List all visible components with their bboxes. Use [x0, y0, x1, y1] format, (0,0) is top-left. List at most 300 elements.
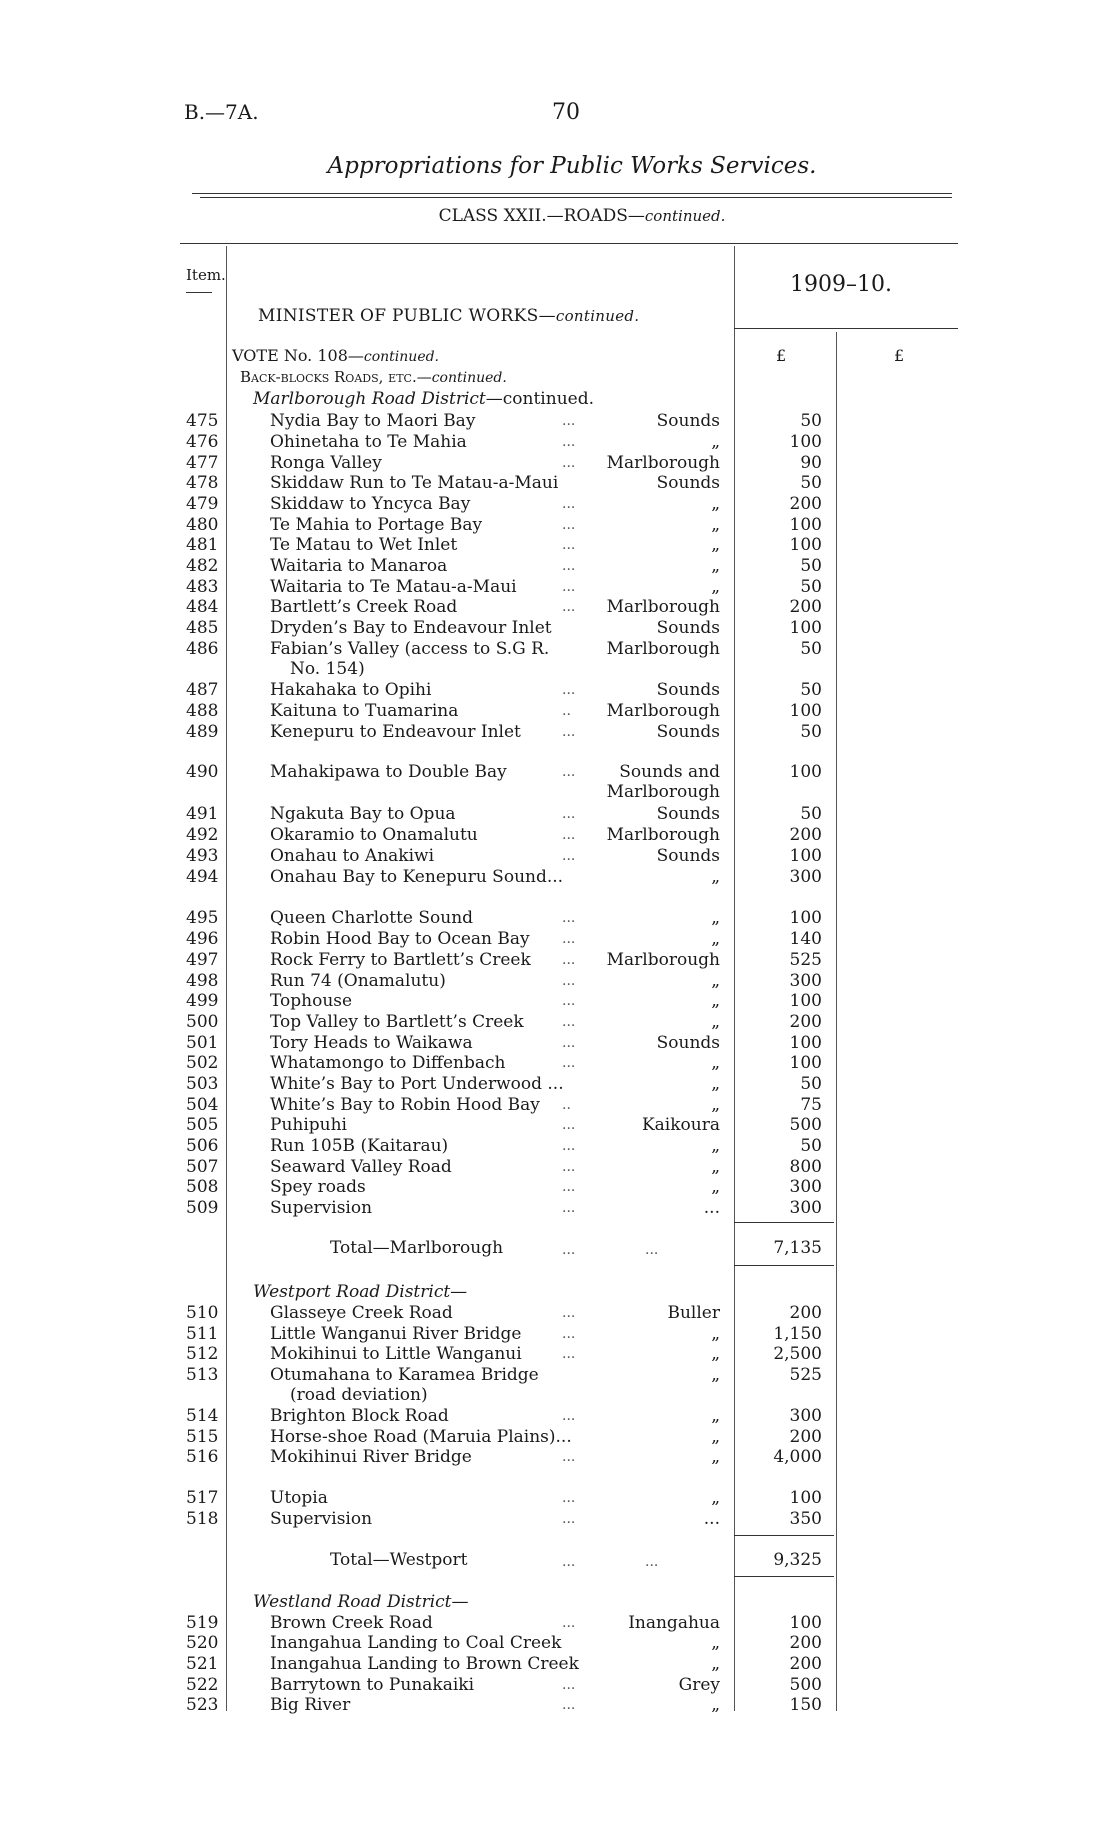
county-district: „	[711, 908, 720, 928]
road-description: Supervision	[270, 1509, 373, 1529]
marlborough-heading	[253, 389, 594, 409]
county-district: „	[711, 1344, 720, 1364]
item-number: 494	[186, 867, 219, 887]
item-number: 492	[186, 825, 219, 845]
road-description: Run 105B (Kaitarau)	[270, 1136, 449, 1156]
county-district: „	[711, 1654, 720, 1674]
amount: 100	[789, 908, 822, 928]
road-description: Bartlett’s Creek Road	[270, 597, 458, 617]
marlborough-total-rule-top	[734, 1222, 834, 1223]
item-number: 507	[186, 1157, 219, 1177]
county-district: Sounds	[656, 411, 720, 431]
amount: 525	[789, 950, 822, 970]
marlborough-row	[0, 432, 1114, 452]
item-number: 519	[186, 1613, 219, 1633]
road-description: Skiddaw Run to Te Matau-a-Maui	[270, 473, 559, 493]
county-district: „	[711, 1136, 720, 1156]
amount: 300	[789, 1406, 822, 1426]
leader-dots: ...	[562, 1449, 576, 1465]
marlborough-row	[0, 411, 1114, 431]
county-district: „	[711, 1324, 720, 1344]
minister-heading	[258, 306, 639, 326]
item-number: 483	[186, 577, 219, 597]
amount: 75	[800, 1095, 822, 1115]
backblocks-heading-suffix: continued.	[431, 370, 507, 386]
marlborough-row	[0, 846, 1114, 866]
westport-row	[0, 1303, 1114, 1323]
item-number: 498	[186, 971, 219, 991]
county-district: „	[711, 1695, 720, 1715]
amount: 100	[789, 1613, 822, 1633]
leader-dots: ...	[562, 599, 576, 615]
item-number: 486	[186, 639, 219, 659]
leader-dots: ...	[562, 1490, 576, 1506]
item-number: 506	[186, 1136, 219, 1156]
county-district: „	[711, 494, 720, 514]
county-district: „	[711, 1157, 720, 1177]
westland-row	[0, 1695, 1114, 1715]
amount: 50	[800, 639, 822, 659]
road-description: Queen Charlotte Sound	[270, 908, 474, 928]
marlborough-row	[0, 1157, 1114, 1177]
marlborough-row	[0, 1074, 1114, 1094]
westland-row	[0, 1675, 1114, 1695]
amount: 100	[789, 1488, 822, 1508]
item-number: 517	[186, 1488, 219, 1508]
amount: 200	[789, 1633, 822, 1653]
westport-row	[0, 1427, 1114, 1447]
road-description: White’s Bay to Robin Hood Bay	[270, 1095, 540, 1115]
item-number: 511	[186, 1324, 219, 1344]
westland-heading-text: Westland Road District—	[253, 1592, 469, 1612]
leader-dots: ...	[562, 910, 576, 926]
road-description: Inangahua Landing to Coal Creek	[270, 1633, 562, 1653]
item-number: 496	[186, 929, 219, 949]
county-district: Marlborough	[606, 597, 720, 617]
road-description: Ngakuta Bay to Opua	[270, 804, 456, 824]
item-number: 487	[186, 680, 219, 700]
road-description: Ronga Valley	[270, 453, 382, 473]
amount: 350	[789, 1509, 822, 1529]
road-description: Tophouse	[270, 991, 353, 1011]
amount: 100	[789, 846, 822, 866]
amount: 100	[789, 991, 822, 1011]
amount: 200	[789, 1012, 822, 1032]
county-district: Sounds	[656, 618, 720, 638]
table-top-rule	[180, 243, 958, 244]
leader-dots: ..	[562, 703, 571, 719]
road-description: White’s Bay to Port Underwood ...	[270, 1074, 564, 1094]
item-number: 490	[186, 762, 219, 782]
leader-dots: ...	[562, 537, 576, 553]
road-description: Top Valley to Bartlett’s Creek	[270, 1012, 524, 1032]
item-number: 523	[186, 1695, 219, 1715]
amount: 50	[800, 473, 822, 493]
year-rule	[734, 328, 958, 329]
westland-row	[0, 1654, 1114, 1674]
westport-row	[0, 1509, 1114, 1529]
title-rule-2	[200, 197, 952, 198]
road-description: Mahakipawa to Double Bay	[270, 762, 507, 782]
leader-dots: ...	[562, 413, 576, 429]
marlborough-row	[0, 1095, 1114, 1115]
westland-heading	[253, 1592, 469, 1612]
road-description: Supervision	[270, 1198, 373, 1218]
item-number: 476	[186, 432, 219, 452]
item-number: 475	[186, 411, 219, 431]
road-description: Robin Hood Bay to Ocean Bay	[270, 929, 530, 949]
item-number: 509	[186, 1198, 219, 1218]
road-description: Otumahana to Karamea Bridge	[270, 1365, 539, 1385]
marlborough-row	[0, 825, 1114, 845]
amount: 50	[800, 411, 822, 431]
class-heading-suffix: continued.	[644, 207, 726, 225]
item-number: 515	[186, 1427, 219, 1447]
westport-row	[0, 1365, 1114, 1385]
county-district: „	[711, 1365, 720, 1385]
marlborough-row	[0, 950, 1114, 970]
amount: 50	[800, 577, 822, 597]
county-district: Buller	[667, 1303, 720, 1323]
page-number: 70	[552, 100, 580, 125]
item-number: 484	[186, 597, 219, 617]
county-district: ...	[703, 1509, 720, 1529]
report-reference: B.—7A.	[184, 100, 259, 124]
item-number: 477	[186, 453, 219, 473]
vote-heading-suffix: continued.	[363, 349, 440, 365]
marlborough-row	[0, 1136, 1114, 1156]
road-description: Little Wanganui River Bridge	[270, 1324, 522, 1344]
leader-dots: ...	[562, 1305, 576, 1321]
westport-row	[0, 1447, 1114, 1467]
road-description: Puhipuhi	[270, 1115, 347, 1135]
item-number: 512	[186, 1344, 219, 1364]
leader-dots: ...	[562, 1014, 576, 1030]
county-district: „	[711, 556, 720, 576]
county-district: „	[711, 1447, 720, 1467]
county-district: „	[711, 929, 720, 949]
county-district: Marlborough	[606, 825, 720, 845]
county-district: Sounds	[656, 722, 720, 742]
leader-dots: ...	[562, 973, 576, 989]
page-title-text: Appropriations for Public Works Services.	[327, 153, 817, 179]
leader-dots: ...	[562, 496, 576, 512]
continuation-line: (road deviation)	[290, 1385, 428, 1405]
amount: 525	[789, 1365, 822, 1385]
leader-dots: ...	[562, 1615, 576, 1631]
county-district: „	[711, 1053, 720, 1073]
marlborough-row	[0, 577, 1114, 597]
amount: 100	[789, 762, 822, 782]
road-description: Dryden’s Bay to Endeavour Inlet	[270, 618, 552, 638]
leader-dots: ...	[562, 993, 576, 1009]
marlborough-heading-suffix: continued.	[502, 389, 594, 409]
county-district: „	[711, 1406, 720, 1426]
item-number: 516	[186, 1447, 219, 1467]
leader-dots: ...	[562, 724, 576, 740]
leader-dots: ...	[562, 764, 576, 780]
item-number: 485	[186, 618, 219, 638]
westport-heading	[253, 1282, 467, 1302]
marlborough-row	[0, 1012, 1114, 1032]
amount: 300	[789, 1198, 822, 1218]
road-description: Onahau Bay to Kenepuru Sound...	[270, 867, 564, 887]
marlborough-total-dots-2: ...	[645, 1242, 659, 1258]
county-district: „	[711, 515, 720, 535]
county-district: Inangahua	[628, 1613, 720, 1633]
amount: 50	[800, 1074, 822, 1094]
item-number: 522	[186, 1675, 219, 1695]
amount: 200	[789, 1427, 822, 1447]
leader-dots: ...	[562, 579, 576, 595]
marlborough-row	[0, 722, 1114, 742]
item-number: 491	[186, 804, 219, 824]
county-district: Marlborough	[606, 639, 720, 659]
amount: 100	[789, 1033, 822, 1053]
item-number: 499	[186, 991, 219, 1011]
road-description: Seaward Valley Road	[270, 1157, 452, 1177]
amount: 50	[800, 722, 822, 742]
county-district: Marlborough	[606, 701, 720, 721]
county-district: Kaikoura	[641, 1115, 720, 1135]
westport-total-rule-top	[734, 1535, 834, 1536]
marlborough-row	[0, 473, 1114, 493]
item-number: 478	[186, 473, 219, 493]
marlborough-heading-text: Marlborough Road District—	[253, 389, 503, 409]
item-number: 497	[186, 950, 219, 970]
amount: 50	[800, 680, 822, 700]
amount: 4,000	[773, 1447, 822, 1467]
marlborough-total-rule-bottom	[734, 1265, 834, 1266]
road-description: Skiddaw to Yncyca Bay	[270, 494, 471, 514]
westport-total-rule-bottom	[734, 1576, 834, 1577]
item-number: 513	[186, 1365, 219, 1385]
leader-dots: ...	[562, 1159, 576, 1175]
minister-heading-suffix: continued.	[555, 307, 640, 325]
road-description: Utopia	[270, 1488, 328, 1508]
leader-dots: ...	[562, 682, 576, 698]
road-description: Kenepuru to Endeavour Inlet	[270, 722, 521, 742]
road-description: Onahau to Anakiwi	[270, 846, 435, 866]
road-description: Mokihinui River Bridge	[270, 1447, 472, 1467]
item-number: 510	[186, 1303, 219, 1323]
amount: 200	[789, 1303, 822, 1323]
amount: 300	[789, 1177, 822, 1197]
item-number: 502	[186, 1053, 219, 1073]
marlborough-total-dots-1: ...	[562, 1242, 576, 1258]
amount: 200	[789, 825, 822, 845]
county-district: „	[711, 1012, 720, 1032]
amount: 150	[789, 1695, 822, 1715]
amount: 50	[800, 804, 822, 824]
county-district: Sounds and	[619, 762, 720, 782]
leader-dots: ...	[562, 806, 576, 822]
amount: 100	[789, 535, 822, 555]
westport-total-dots-1: ...	[562, 1554, 576, 1570]
amount: 100	[789, 701, 822, 721]
county-district: „	[711, 1095, 720, 1115]
item-number: 505	[186, 1115, 219, 1135]
county-district: „	[711, 971, 720, 991]
class-heading-text: CLASS XXII.—ROADS—	[438, 206, 645, 226]
westport-row	[0, 1324, 1114, 1344]
county-district: Sounds	[656, 473, 720, 493]
leader-dots: ..	[562, 1097, 571, 1113]
class-heading	[0, 206, 1114, 226]
road-description: Waitaria to Manaroa	[270, 556, 448, 576]
leader-dots: ...	[562, 558, 576, 574]
minister-heading-text: MINISTER OF PUBLIC WORKS—	[258, 306, 556, 326]
leader-dots: ...	[562, 1035, 576, 1051]
amount: 100	[789, 618, 822, 638]
item-heading-rule	[186, 292, 212, 293]
county-district: „	[711, 1427, 720, 1447]
road-description: Tory Heads to Waikawa	[270, 1033, 473, 1053]
marlborough-row	[0, 680, 1114, 700]
item-number: 520	[186, 1633, 219, 1653]
westport-total-label: Total—Westport	[330, 1550, 468, 1570]
marlborough-row	[0, 1115, 1114, 1135]
westport-row	[0, 1488, 1114, 1508]
marlborough-row	[0, 556, 1114, 576]
item-number: 508	[186, 1177, 219, 1197]
county-district: ...	[703, 1198, 720, 1218]
currency-symbol-1: £	[776, 346, 787, 365]
item-number: 488	[186, 701, 219, 721]
westport-total-amount: 9,325	[773, 1550, 822, 1570]
county-district: Grey	[678, 1675, 720, 1695]
item-number: 504	[186, 1095, 219, 1115]
leader-dots: ...	[562, 952, 576, 968]
marlborough-row	[0, 535, 1114, 555]
amount: 90	[800, 453, 822, 473]
title-rule	[192, 193, 952, 194]
leader-dots: ...	[562, 1697, 576, 1713]
westport-total-dots-2: ...	[645, 1554, 659, 1570]
leader-dots: ...	[562, 455, 576, 471]
leader-dots: ...	[562, 1200, 576, 1216]
marlborough-row	[0, 867, 1114, 887]
amount: 140	[789, 929, 822, 949]
leader-dots: ...	[562, 1346, 576, 1362]
county-district: „	[711, 867, 720, 887]
amount: 500	[789, 1675, 822, 1695]
road-description: Whatamongo to Diffenbach	[270, 1053, 506, 1073]
marlborough-row	[0, 494, 1114, 514]
marlborough-row	[0, 929, 1114, 949]
westland-row	[0, 1613, 1114, 1633]
county-district: Sounds	[656, 846, 720, 866]
item-number: 482	[186, 556, 219, 576]
amount: 1,150	[773, 1324, 822, 1344]
item-number: 489	[186, 722, 219, 742]
marlborough-row	[0, 908, 1114, 928]
leader-dots: ...	[562, 1677, 576, 1693]
item-number: 479	[186, 494, 219, 514]
amount: 100	[789, 432, 822, 452]
item-number: 495	[186, 908, 219, 928]
road-description: Waitaria to Te Matau-a-Maui	[270, 577, 517, 597]
road-description: Okaramio to Onamalutu	[270, 825, 478, 845]
amount: 200	[789, 1654, 822, 1674]
road-description: Horse-shoe Road (Maruia Plains)...	[270, 1427, 572, 1447]
marlborough-total-amount: 7,135	[773, 1238, 822, 1258]
leader-dots: ...	[562, 1138, 576, 1154]
county-district: Sounds	[656, 804, 720, 824]
item-number: 481	[186, 535, 219, 555]
county-district: Sounds	[656, 680, 720, 700]
marlborough-row	[0, 515, 1114, 535]
road-description: Mokihinui to Little Wanganui	[270, 1344, 522, 1364]
marlborough-row	[0, 991, 1114, 1011]
marlborough-row	[0, 639, 1114, 659]
item-number: 480	[186, 515, 219, 535]
item-number: 514	[186, 1406, 219, 1426]
item-number: 521	[186, 1654, 219, 1674]
road-description: Brighton Block Road	[270, 1406, 449, 1426]
road-description: Nydia Bay to Maori Bay	[270, 411, 476, 431]
county-district: Marlborough	[606, 453, 720, 473]
road-description: Fabian’s Valley (access to S.G R.	[270, 639, 550, 659]
amount: 200	[789, 494, 822, 514]
county-district: „	[711, 432, 720, 452]
item-number: 500	[186, 1012, 219, 1032]
item-column-heading: Item.	[186, 266, 226, 284]
marlborough-row	[0, 971, 1114, 991]
marlborough-row	[0, 1053, 1114, 1073]
item-number: 518	[186, 1509, 219, 1529]
road-description: Run 74 (Onamalutu)	[270, 971, 446, 991]
county-district: „	[711, 577, 720, 597]
county-district: „	[711, 535, 720, 555]
leader-dots: ...	[562, 1179, 576, 1195]
continuation-line: Marlborough	[606, 782, 720, 802]
road-description: Rock Ferry to Bartlett’s Creek	[270, 950, 531, 970]
westland-row	[0, 1633, 1114, 1653]
amount: 200	[789, 597, 822, 617]
page-title	[0, 153, 1114, 179]
marlborough-row	[0, 762, 1114, 782]
currency-symbol-2: £	[894, 346, 905, 365]
leader-dots: ...	[562, 827, 576, 843]
marlborough-row	[0, 597, 1114, 617]
leader-dots: ...	[562, 1117, 576, 1133]
backblocks-heading-text: Back-blocks Roads, etc.—	[240, 368, 432, 386]
road-description: Inangahua Landing to Brown Creek	[270, 1654, 579, 1674]
road-description: Kaituna to Tuamarina	[270, 701, 459, 721]
amount: 100	[789, 1053, 822, 1073]
leader-dots: ...	[562, 1408, 576, 1424]
marlborough-row	[0, 1198, 1114, 1218]
marlborough-row	[0, 1033, 1114, 1053]
westport-row	[0, 1406, 1114, 1426]
county-district: Sounds	[656, 1033, 720, 1053]
westport-heading-text: Westport Road District—	[253, 1282, 468, 1302]
marlborough-row	[0, 701, 1114, 721]
amount: 50	[800, 1136, 822, 1156]
westport-row	[0, 1344, 1114, 1364]
road-description: Barrytown to Punakaiki	[270, 1675, 475, 1695]
county-district: „	[711, 1074, 720, 1094]
leader-dots: ...	[562, 1055, 576, 1071]
item-number: 503	[186, 1074, 219, 1094]
leader-dots: ...	[562, 517, 576, 533]
vote-heading	[232, 346, 439, 365]
leader-dots: ...	[562, 434, 576, 450]
amount: 800	[789, 1157, 822, 1177]
road-description: Glasseye Creek Road	[270, 1303, 453, 1323]
marlborough-row	[0, 453, 1114, 473]
